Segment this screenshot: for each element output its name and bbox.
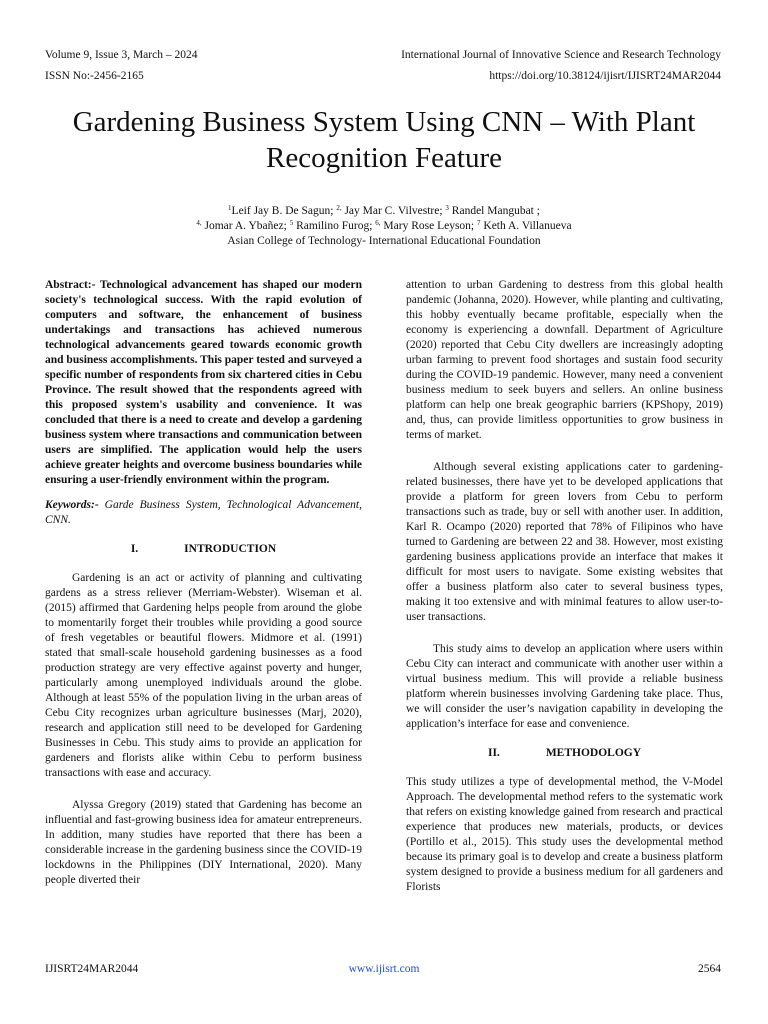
author-superscript: 2, — [336, 204, 342, 212]
volume-info: Volume 9, Issue 3, March – 2024 — [45, 49, 198, 61]
section-heading-methodology — [406, 746, 723, 761]
left-column — [45, 278, 362, 888]
section-title: METHODOLOGY — [545, 747, 642, 759]
journal-name: International Journal of Innovative Science and Research Technology — [401, 49, 721, 61]
author-block — [80, 204, 688, 249]
author-superscript: 3 — [445, 204, 449, 212]
abstract: Abstract:- Technological advancement has shaped our modern society's technological success. With the rapid evolution of computers and software, the enhancement of business undertakings and transactions has achieved numerous technological advancements geared towards economic growth and business accomplishments. This paper tested and surveyed a specific number of respondents from six chartered cities in Cebu Province. The result showed that the respondents agreed with this proposed system's usability and convenience. It was concluded that there is a need to create and develop a gardening business system where transactions and communication between users are simplified. The application would help the users achieve greater heights and overcome business boundaries while ensuring a user-friendly environment within the program. — [45, 279, 362, 486]
footer-article-id: IJISRT24MAR2044 — [45, 963, 139, 975]
right-column — [406, 278, 723, 895]
paragraph: Gardening is an act or activity of planning and cultivating gardens as a stress reliever (Merriam-Webster). Wiseman et al. (2015) affirmed that Gardening helps people from around the globe to momentarily forget their troubles while providing a good source of fresh vegetables or beautiful flowers. Midmore et al. (1991) stated that small-scale household gardening businesses as a food production strategy are very effective against poverty and hunger, particularly among unemployed individuals around the globe. Although at least 55% of the population living in the urban areas of Cebu City recognizes urban agriculture businesses (Marj, 2020), research and application still need to be developed for Gardening Businesses in Cebu. This study aims to provide an application for gardeners and florists alike within Cebu to perform business transactions with ease and accuracy. — [45, 572, 362, 779]
issn: ISSN No:-2456-2165 — [45, 70, 144, 82]
keywords-label: Keywords:- — [45, 499, 99, 511]
keywords — [45, 498, 362, 528]
affiliation: Asian College of Technology- International Educational Foundation — [227, 235, 541, 247]
author-superscript: 4, — [196, 219, 202, 227]
section-heading-introduction — [45, 542, 362, 557]
author-name: Keth A. Villanueva — [480, 220, 572, 232]
author-superscript: 7 — [477, 219, 481, 227]
keywords-text: Garde Business System, Technological Advancement, CNN. — [45, 499, 362, 526]
paper-title-line-2: Recognition Feature — [266, 142, 502, 174]
author-line-2 — [80, 219, 688, 234]
footer-website-link[interactable]: www.ijisrt.com — [348, 963, 420, 975]
section-title: INTRODUCTION — [184, 543, 277, 555]
paragraph: Alyssa Gregory (2019) stated that Gardening has become an influential and fast-growing business idea for amateur entrepreneurs. In addition, many studies have reported that there has been a considerable increase in the gardening business since the COVID-19 lockdowns in the Philippines (DIY International, 2020). Many people diverted their — [45, 799, 362, 886]
paragraph: This study aims to develop an application where users within Cebu City can interact and communicate with another user within a virtual business medium. This will provide a reliable business platform wherein businesses involving Gardening take place. Thus, we will consider the user’s navigation capability in developing the application’s interface for ease and convenience. — [406, 643, 723, 730]
section-number: II. — [487, 747, 500, 759]
paper-title-line-1: Gardening Business System Using CNN – With Plant — [72, 106, 696, 138]
author-name: Jay Mar C. Vilvestre; — [341, 205, 446, 217]
paragraph: attention to urban Gardening to destress from this global health pandemic (Johanna, 2020). However, while planting and cultivating, this hobby eventually became profitable, especially when the economy is experiencing a downfall. Department of Agriculture (2020) reported that Cebu City dwellers are increasingly adopting urban farming to prevent food shortages and sustain food security during the COVID-19 pandemic. However, many need a convenient business medium to seek buyers and sellers. An online business platform can help one break geographic barriers (KPShopy, 2019) and, thus, can provide limitless opportunities to grow business in terms of market. — [406, 279, 723, 441]
author-line-1 — [80, 204, 688, 219]
author-name: Randel Mangubat ; — [448, 205, 540, 217]
paragraph: This study utilizes a type of developmental method, the V-Model Approach. The developmental method refers to the systematic work that refers on existing knowledge gained from research and practical experience that produces new materials, products, or devices (Portillo et al., 2015). This study uses the developmental method because its primary goal is to develop and create a business platform system designed to provide a business medium for all gardeners and Florists — [406, 776, 723, 893]
author-superscript: 6, — [375, 219, 381, 227]
paragraph: Although several existing applications cater to gardening-related businesses, there have yet to be developed applications that provide a platform for green lovers from Cebu to perform transactions such as trade, buy or sell with another user. In addition, Karl R. Ocampo (2020) reported that 78% of Filipinos who have turned to Gardening are between 22 and 38. However, most existing gardening business applications provide an interface that makes it difficult for most users to navigate. Some existing websites that offer a business platform also cater to several business types, making it too extensive and with minimal features to allow user-to-user transactions. — [406, 461, 723, 623]
author-name: Ramilino Furog; — [293, 220, 376, 232]
author-name: Leif Jay B. De Sagun; — [231, 205, 337, 217]
author-name: Jomar A. Ybañez; — [201, 220, 290, 232]
author-superscript: 1 — [228, 204, 232, 212]
section-number: I. — [130, 543, 139, 555]
page-number: 2564 — [698, 963, 721, 975]
paper-title — [30, 104, 738, 176]
doi-link[interactable]: https://doi.org/10.38124/ijisrt/IJISRT24MAR2044 — [489, 70, 721, 82]
author-superscript: 5 — [289, 219, 294, 227]
author-name: Mary Rose Leyson; — [380, 220, 478, 232]
